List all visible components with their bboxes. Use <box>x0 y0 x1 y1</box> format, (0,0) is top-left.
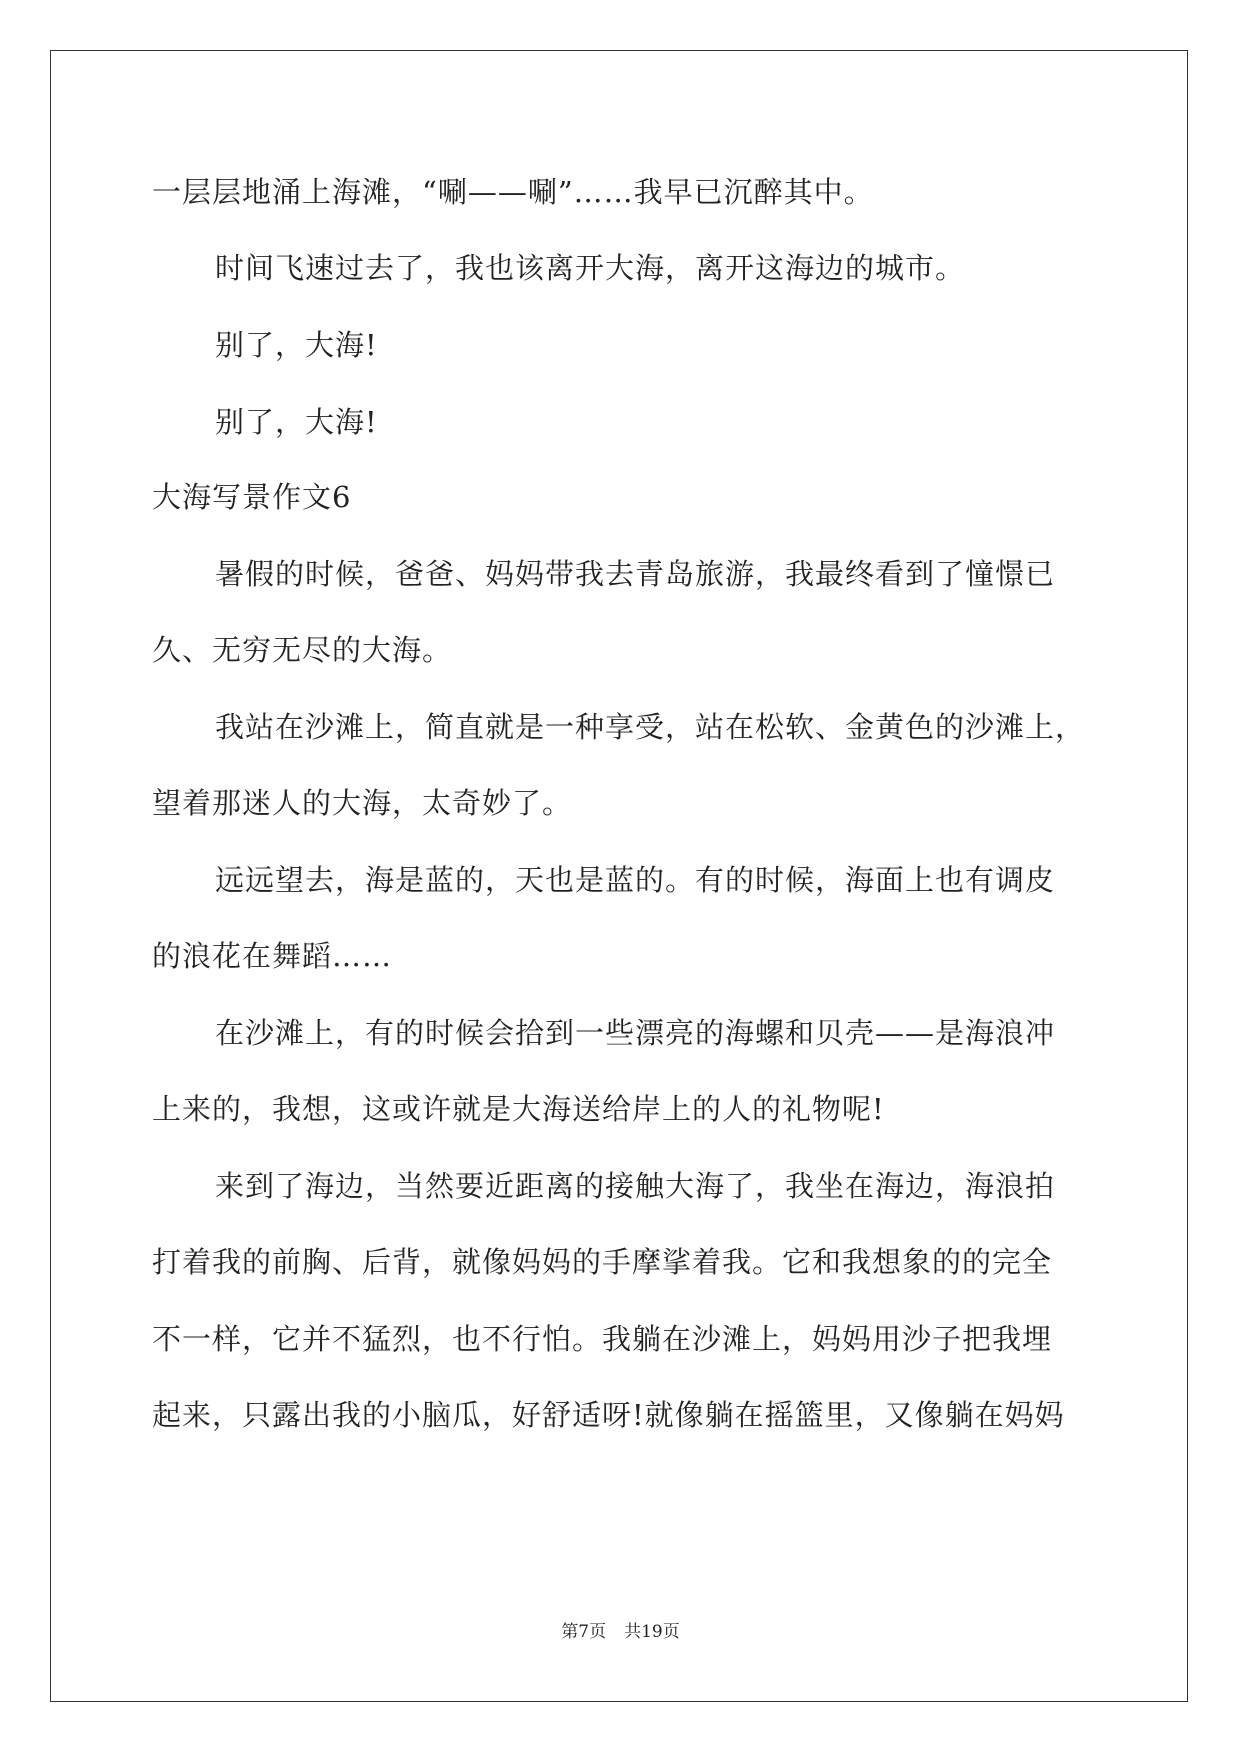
text-line: 久、无穷无尽的大海。 <box>152 633 453 667</box>
text-line: 打着我的前胸、后背，就像妈妈的手摩挲着我。它和我想象的的完全 <box>152 1245 1053 1279</box>
text-line: 的浪花在舞蹈…… <box>152 939 393 973</box>
text-line: 上来的，我想，这或许就是大海送给岸上的人的礼物呢! <box>152 1092 885 1126</box>
text-line: 在沙滩上，有的时候会拾到一些漂亮的海螺和贝壳——是海浪冲 <box>215 1016 1056 1050</box>
text-line: 远远望去，海是蓝的，天也是蓝的。有的时候，海面上也有调皮 <box>215 863 1056 897</box>
page-footer <box>0 1620 1241 1644</box>
text-line: 别了，大海! <box>215 405 378 439</box>
text-line: 我站在沙滩上，简直就是一种享受，站在松软、金黄色的沙滩上， <box>215 710 1086 744</box>
text-line: 望着那迷人的大海，太奇妙了。 <box>152 786 573 820</box>
text-line: 起来，只露出我的小脑瓜，好舒适呀!就像躺在摇篮里，又像躺在妈妈 <box>152 1398 1065 1432</box>
text-line: 来到了海边，当然要近距离的接触大海了，我坐在海边，海浪拍 <box>215 1169 1056 1203</box>
text-line: 暑假的时候，爸爸、妈妈带我去青岛旅游，我最终看到了憧憬已 <box>215 557 1056 591</box>
page-number: 第7页 <box>561 1622 607 1642</box>
text-line: 时间飞速过去了，我也该离开大海，离开这海边的城市。 <box>215 251 966 285</box>
text-line: 不一样，它并不猛烈，也不行怕。我躺在沙滩上，妈妈用沙子把我埋 <box>152 1322 1053 1356</box>
page-total: 共19页 <box>624 1622 680 1642</box>
text-line: 一层层地涌上海滩，“唰——唰”……我早已沉醉其中。 <box>152 175 874 209</box>
section-heading: 大海写景作文6 <box>152 480 352 514</box>
text-line: 别了，大海! <box>215 328 378 362</box>
